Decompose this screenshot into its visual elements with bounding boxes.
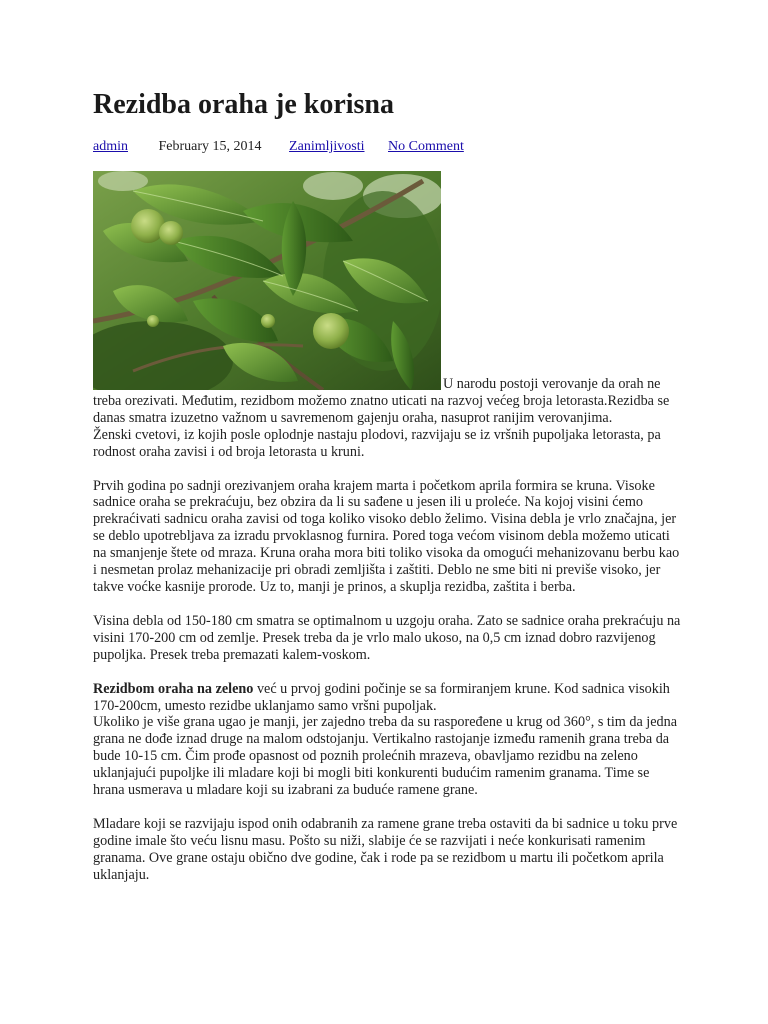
walnut-branch-photo [93, 171, 441, 390]
bold-phrase: Rezidbom oraha na zeleno [93, 680, 254, 697]
post-date: February 15, 2014 [158, 139, 262, 154]
page-title: Rezidba oraha je korisna [93, 89, 394, 120]
paragraph: Prvih godina po sadnji orezivanjem oraha krajem marta i početkom aprila formira se kruna. Visoke sadnice oraha se prekraćuju, bez obzira da li su sađene u jesen ili u proleće. Na kojoj visini ćemo prekraćivati sadnicu oraha zavisi od toga koliko visoko deblo želimo. Visina debla je vrlo značajna, jer se deblo upotrebljava za izradu prvoklasnog furnira. Pored toga većom visinom debla možemo uticati na smanjenje štete od mraza. Kruna oraha mora biti toliko visoka da omogući mehanizovanu berbu kao i nesmetan prolaz mehanizacije pri obradi zemljišta i zaštiti. Deblo ne sme biti ni previše visoko, jer takve voćke kasnije prorode. Uz to, manji je prinos, a skuplja rezidba, zaštita i berba. [93, 477, 680, 595]
paragraph: U narodu postoji verovanje da orah ne treba orezivati. Međutim, rezidbom možemo znatno uticati na razvoj većeg broja letorasta.Rezidba se danas smatra izuzetno važnom u savremenom gajenju oraha, nasuprot ranijim verovanjima. [93, 376, 670, 426]
comments-link[interactable]: No Comment [388, 139, 464, 154]
paragraph: Mladare koji se razvijaju ispod onih odabranih za ramene grane treba ostaviti da bi sadnice u toku prve godine imale što veću lisnu masu. Pošto su niži, slabije će se razvijati i neće konkurisati ramenim granama. Ove grane ostaju obično dve godine, čak i rode pa se rezidbom u martu ili početkom aprila uklanjaju. [93, 815, 678, 883]
paragraph: Ukoliko je više grana ugao je manji, jer zajedno treba da su raspoređene u krug od 360°, s tim da jedna grana ne dođe iznad druge na malom odstojanju. Vertikalno rastojanje između ramenih grana treba da bude 10-15 cm. Čim prođe opasnost od poznih prolećnih mrazeva, obavljamo rezidbu na zeleno uklanjajući pupoljke ili mladare koji bi mogli biti konkurenti budućim ramenim granama. Time se hrana usmerava u mladare koji su izabrani za buduće ramene grane. [93, 714, 678, 799]
article-body [93, 376, 683, 884]
post-meta [93, 138, 464, 156]
paragraph-text: već u prvoj godini počinje se sa formiranjem krune. Kod sadnica visokih 170-200cm, umesto rezidbe uklanjamo samo vršni pupoljak. [93, 680, 670, 714]
paragraph: Ženski cvetovi, iz kojih posle oplodnje nastaju plodovi, razvijaju se iz vršnih pupoljaka letorasta, pa rodnost oraha zavisi i od broja letorasta u kruni. [93, 426, 661, 460]
image-float-spacer [93, 376, 443, 390]
paragraph [93, 681, 683, 715]
category-link[interactable]: Zanimljivosti [289, 139, 365, 154]
paragraph: Visina debla od 150-180 cm smatra se optimalnom u uzgoju oraha. Zato se sadnice oraha prekraćuju na visini 170-200 cm od zemlje. Presek treba da je vrlo malo ukoso, na 0,5 cm iznad dobro razvijenog pupoljka. Presek treba premazati kalem-voskom. [93, 612, 681, 663]
author-link[interactable]: admin [93, 139, 128, 154]
